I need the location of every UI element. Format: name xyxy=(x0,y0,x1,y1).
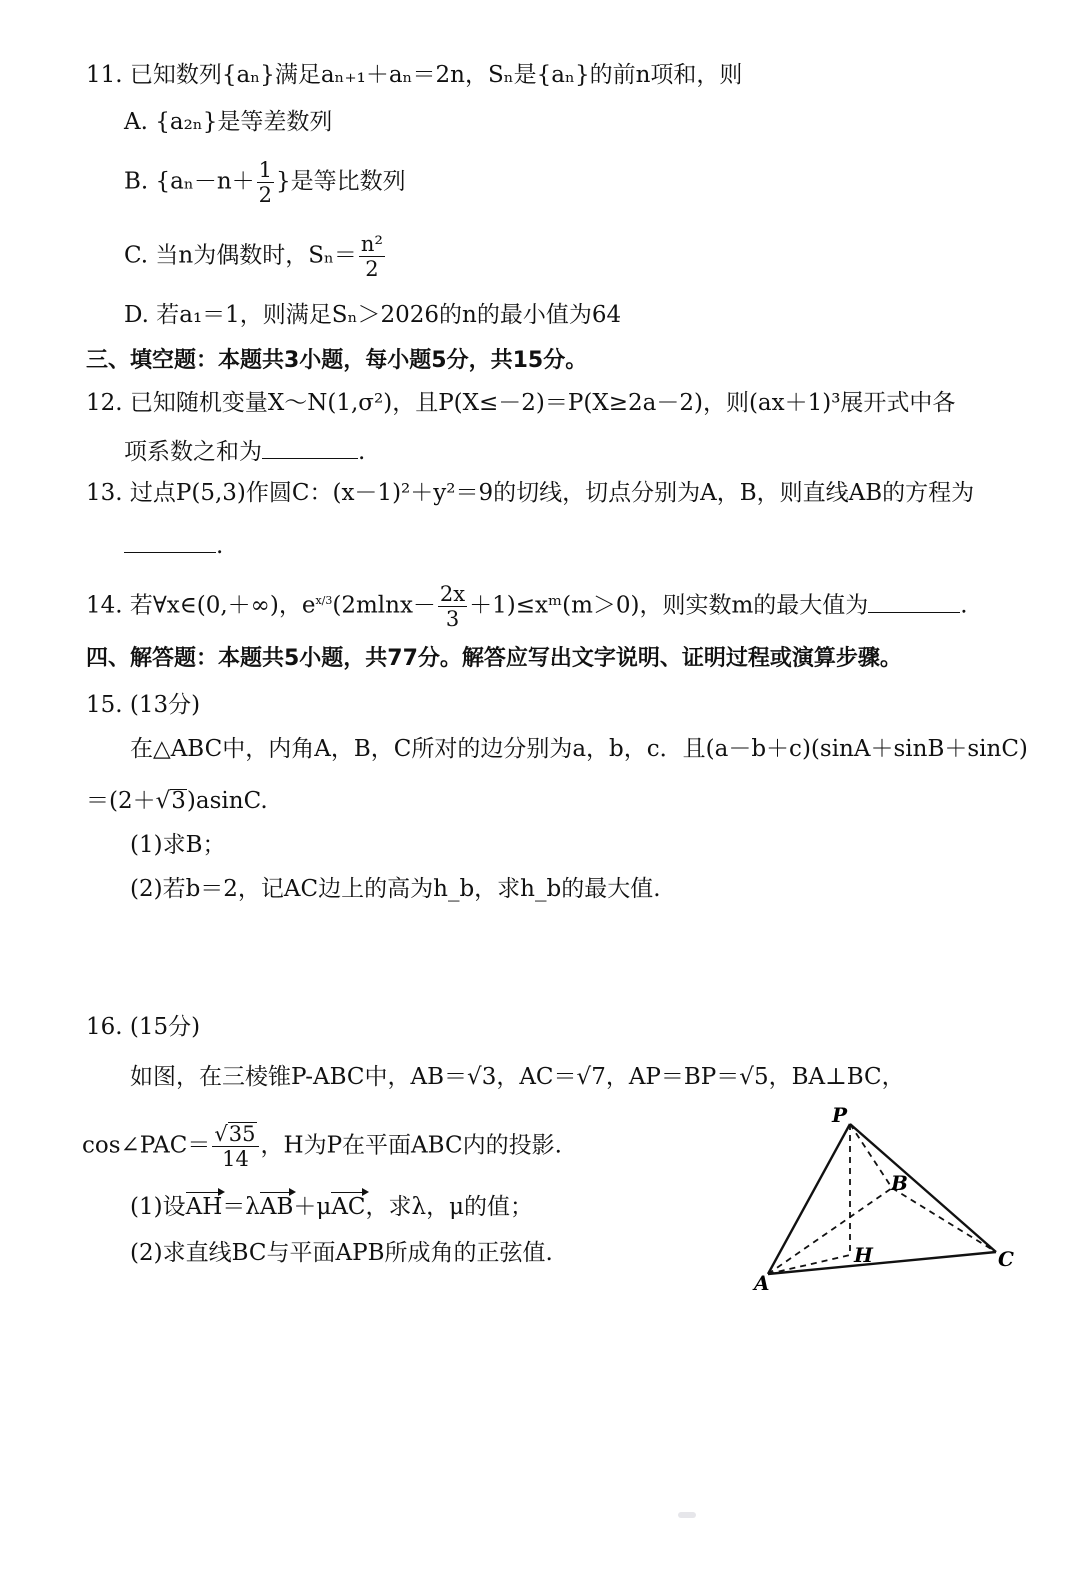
q14-fraction xyxy=(438,582,467,631)
scan-mark xyxy=(678,1512,696,1518)
label-c: C xyxy=(998,1247,1014,1271)
q12-line2-text: 项系数之和为 xyxy=(124,439,262,465)
q16-line1: 如图，在三棱锥P-ABC中，AB＝√3，AC＝√7，AP＝BP＝√5，BA⊥BC， xyxy=(130,1064,905,1090)
q12-line2 xyxy=(124,436,365,467)
q15-part1: (1)求B； xyxy=(130,832,226,858)
q12-answer-blank[interactable] xyxy=(262,436,358,459)
q15-line2-post: )asinC. xyxy=(186,788,268,814)
q12-line1: 12. 已知随机变量X～N(1,σ²)，且P(X≤－2)＝P(X≥2a－2)，则(ax＋1)³展开式中各 xyxy=(86,390,956,416)
q12-end: . xyxy=(358,439,366,465)
q15-title: 15. (13分) xyxy=(86,692,201,718)
q11-option-b-den: 2 xyxy=(258,183,273,207)
q16-part1-plus: ＋μ xyxy=(293,1194,332,1220)
q11-option-c-pre: C. 当n为偶数时，Sₙ＝ xyxy=(124,242,357,269)
q14-end: . xyxy=(960,592,968,619)
hidden-edges xyxy=(768,1124,996,1274)
q14-den: 3 xyxy=(445,607,460,631)
q16-cos-radicand: 35 xyxy=(228,1122,256,1146)
q14-mid: (2mlnx－ xyxy=(332,592,436,619)
q11-option-b xyxy=(124,158,406,207)
q16-part1-pre: (1)设 xyxy=(130,1194,186,1220)
q14-line xyxy=(86,582,968,631)
q13-end: . xyxy=(216,533,224,559)
q16-cos-den: 14 xyxy=(222,1147,249,1171)
q11-option-b-pre: B. {aₙ－n＋ xyxy=(124,168,255,195)
q16-cos-post: ，H为P在平面ABC内的投影. xyxy=(260,1132,562,1159)
q14-num: 2x xyxy=(439,582,466,606)
q15-radicand: 3 xyxy=(171,788,186,814)
q15-part2: (2)若b＝2，记AC边上的高为h_b，求h_b的最大值. xyxy=(130,876,661,902)
vector-ac: AC xyxy=(331,1194,366,1220)
q11-option-b-fraction xyxy=(257,158,274,207)
q13-line2 xyxy=(124,530,223,561)
q16-cos-fraction xyxy=(212,1122,258,1171)
q14-answer-blank[interactable] xyxy=(868,590,960,613)
q16-title: 16. (15分) xyxy=(86,1014,201,1040)
q13-line1: 13. 过点P(5,3)作圆C：(x－1)²＋y²＝9的切线，切点分别为A，B，则直线AB的方程为 xyxy=(86,480,975,506)
edge-ac xyxy=(768,1252,996,1274)
q16-part1-post: ，求λ，μ的值； xyxy=(365,1194,534,1220)
q15-line1: 在△ABC中，内角A，B，C所对的边分别为a，b，c．且(a－b＋c)(sinA＋sinB＋sinC) xyxy=(130,736,1028,762)
q11-option-c-fraction xyxy=(359,232,385,281)
edge-ab xyxy=(768,1188,892,1274)
edge-pc xyxy=(850,1124,996,1252)
q11-option-c-den: 2 xyxy=(365,257,379,281)
edge-pa xyxy=(768,1124,850,1274)
q14-pre: 14. 若∀x∈(0,＋∞)，e xyxy=(86,592,316,619)
solid-edges xyxy=(768,1124,996,1274)
vector-ab: AB xyxy=(259,1194,294,1220)
label-p: P xyxy=(832,1103,848,1127)
label-b: B xyxy=(891,1171,908,1195)
tetrahedron-figure xyxy=(740,1100,1030,1300)
q11-option-a: A. {a₂ₙ}是等差数列 xyxy=(124,109,333,135)
q16-part2: (2)求直线BC与平面APB所成角的正弦值. xyxy=(130,1240,553,1266)
q13-answer-blank[interactable] xyxy=(124,530,216,553)
label-h: H xyxy=(854,1243,873,1267)
q15-line2 xyxy=(86,786,268,816)
q15-line2-pre: ＝(2＋√ xyxy=(86,788,171,814)
q16-cos-line xyxy=(82,1122,562,1171)
q11-option-c-num: n² xyxy=(360,232,383,256)
q11-stem: 11. 已知数列{aₙ}满足aₙ₊₁＋aₙ＝2n，Sₙ是{aₙ}的前n项和，则 xyxy=(86,62,743,88)
q16-cos-num: √35 xyxy=(212,1122,258,1147)
q16-part1 xyxy=(130,1192,533,1222)
section-4-heading: 四、解答题：本题共5小题，共77分。解答应写出文字说明、证明过程或演算步骤。 xyxy=(86,646,902,671)
section-3-heading: 三、填空题：本题共3小题，每小题5分，共15分。 xyxy=(86,348,588,373)
label-a: A xyxy=(754,1271,770,1295)
q14-exponent: x/3 xyxy=(315,593,333,607)
edge-bc xyxy=(892,1188,996,1252)
vector-ah: AH xyxy=(185,1194,223,1220)
q11-option-b-post: }是等比数列 xyxy=(276,168,406,195)
q16-cos-pre: cos∠PAC＝ xyxy=(82,1132,211,1159)
q11-option-b-num: 1 xyxy=(258,158,273,182)
q16-part1-eq: ＝λ xyxy=(222,1194,260,1220)
q11-option-d: D. 若a₁＝1，则满足Sₙ＞2026的n的最小值为64 xyxy=(124,302,622,328)
q14-post: ＋1)≤xᵐ(m＞0)，则实数m的最大值为 xyxy=(469,592,869,619)
q11-option-c xyxy=(124,232,387,281)
